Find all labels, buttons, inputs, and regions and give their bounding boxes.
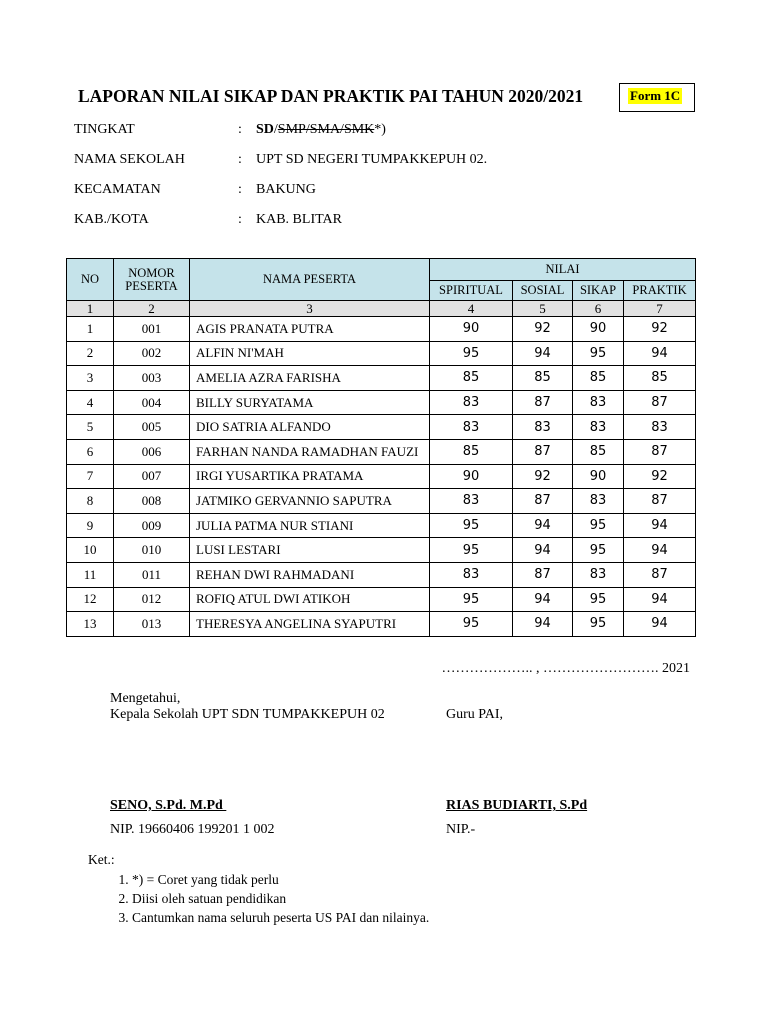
table-row <box>67 341 696 366</box>
kecamatan-value: BAKUNG <box>256 182 316 197</box>
cell-no: 3 <box>67 366 114 391</box>
header-nama-peserta: NAMA PESERTA <box>190 259 430 301</box>
cell-nama-peserta: BILLY SURYATAMA <box>190 390 430 415</box>
cell-sikap: 83 <box>573 562 624 587</box>
cell-spiritual: 90 <box>430 464 513 489</box>
cell-sosial: 92 <box>513 464 573 489</box>
kepala-sekolah-title: Kepala Sekolah UPT SDN TUMPAKKEPUH 02 <box>110 707 385 722</box>
cell-nama-peserta: DIO SATRIA ALFANDO <box>190 415 430 440</box>
cell-spiritual: 95 <box>430 612 513 637</box>
table-row <box>67 464 696 489</box>
cell-nama-peserta: AGIS PRANATA PUTRA <box>190 317 430 342</box>
info-row-kota <box>0 212 768 232</box>
cell-no: 10 <box>67 538 114 563</box>
header-nomor-peserta: NOMOR PESERTA <box>114 259 190 301</box>
cell-sosial: 87 <box>513 390 573 415</box>
cell-nomor-peserta: 007 <box>114 464 190 489</box>
note-item: 1. *) = Coret yang tidak perlu <box>132 870 429 889</box>
column-number: 5 <box>513 301 573 317</box>
header-sikap: SIKAP <box>573 281 624 301</box>
cell-sosial: 87 <box>513 489 573 514</box>
cell-nomor-peserta: 001 <box>114 317 190 342</box>
table-body <box>67 317 696 637</box>
cell-no: 8 <box>67 489 114 514</box>
info-row-tingkat <box>0 122 768 142</box>
cell-sosial: 87 <box>513 562 573 587</box>
cell-sosial: 94 <box>513 612 573 637</box>
table-row <box>67 612 696 637</box>
cell-praktik: 94 <box>624 341 696 366</box>
cell-sosial: 94 <box>513 341 573 366</box>
table-row <box>67 489 696 514</box>
kecamatan-label: KECAMATAN <box>74 182 161 197</box>
cell-no: 2 <box>67 341 114 366</box>
cell-nomor-peserta: 009 <box>114 513 190 538</box>
cell-no: 12 <box>67 587 114 612</box>
cell-nomor-peserta: 004 <box>114 390 190 415</box>
cell-sikap: 90 <box>573 317 624 342</box>
tingkat-suffix: *) <box>374 122 386 137</box>
cell-spiritual: 83 <box>430 390 513 415</box>
cell-spiritual: 85 <box>430 366 513 391</box>
cell-spiritual: 95 <box>430 341 513 366</box>
cell-nomor-peserta: 002 <box>114 341 190 366</box>
cell-no: 13 <box>67 612 114 637</box>
tingkat-label: TINGKAT <box>74 122 135 137</box>
cell-praktik: 94 <box>624 538 696 563</box>
date-line: ……………….. , ……………………. 2021 <box>441 661 690 676</box>
table-row <box>67 317 696 342</box>
cell-nama-peserta: JATMIKO GERVANNIO SAPUTRA <box>190 489 430 514</box>
cell-praktik: 83 <box>624 415 696 440</box>
cell-sosial: 83 <box>513 415 573 440</box>
cell-sosial: 94 <box>513 587 573 612</box>
cell-sikap: 85 <box>573 439 624 464</box>
cell-nama-peserta: LUSI LESTARI <box>190 538 430 563</box>
table-row <box>67 513 696 538</box>
cell-nama-peserta: REHAN DWI RAHMADANI <box>190 562 430 587</box>
cell-spiritual: 95 <box>430 538 513 563</box>
cell-sosial: 92 <box>513 317 573 342</box>
cell-praktik: 87 <box>624 489 696 514</box>
info-row-sekolah <box>0 152 768 172</box>
cell-sosial: 94 <box>513 538 573 563</box>
guru-pai-nip: NIP.- <box>446 822 476 837</box>
separator: : <box>238 152 242 167</box>
cell-spiritual: 83 <box>430 489 513 514</box>
cell-praktik: 87 <box>624 390 696 415</box>
cell-no: 1 <box>67 317 114 342</box>
kota-value: KAB. BLITAR <box>256 212 342 227</box>
table-row <box>67 390 696 415</box>
cell-nama-peserta: THERESYA ANGELINA SYAPUTRI <box>190 612 430 637</box>
cell-no: 11 <box>67 562 114 587</box>
cell-sikap: 83 <box>573 415 624 440</box>
cell-nama-peserta: JULIA PATMA NUR STIANI <box>190 513 430 538</box>
cell-nama-peserta: FARHAN NANDA RAMADHAN FAUZI <box>190 439 430 464</box>
cell-spiritual: 83 <box>430 415 513 440</box>
cell-praktik: 87 <box>624 562 696 587</box>
cell-spiritual: 90 <box>430 317 513 342</box>
sekolah-value: UPT SD NEGERI TUMPAKKEPUH 02. <box>256 152 488 167</box>
report-title: LAPORAN NILAI SIKAP DAN PRAKTIK PAI TAHUN 2020/2021 <box>78 86 584 106</box>
column-number: 7 <box>624 301 696 317</box>
cell-sikap: 95 <box>573 587 624 612</box>
table-row <box>67 439 696 464</box>
cell-nomor-peserta: 008 <box>114 489 190 514</box>
cell-nomor-peserta: 010 <box>114 538 190 563</box>
cell-spiritual: 95 <box>430 513 513 538</box>
cell-sosial: 85 <box>513 366 573 391</box>
separator: : <box>238 212 242 227</box>
cell-nama-peserta: ROFIQ ATUL DWI ATIKOH <box>190 587 430 612</box>
cell-no: 4 <box>67 390 114 415</box>
cell-praktik: 87 <box>624 439 696 464</box>
table-row <box>67 366 696 391</box>
separator: : <box>238 182 242 197</box>
column-number: 1 <box>67 301 114 317</box>
cell-spiritual: 83 <box>430 562 513 587</box>
cell-praktik: 85 <box>624 366 696 391</box>
form-code-box <box>619 83 695 112</box>
cell-sosial: 94 <box>513 513 573 538</box>
column-number: 6 <box>573 301 624 317</box>
cell-nama-peserta: ALFIN NI'MAH <box>190 341 430 366</box>
cell-sikap: 83 <box>573 390 624 415</box>
cell-praktik: 94 <box>624 587 696 612</box>
kepala-sekolah-nip: NIP. 19660406 199201 1 002 <box>110 822 275 837</box>
cell-sikap: 95 <box>573 513 624 538</box>
cell-nomor-peserta: 013 <box>114 612 190 637</box>
sekolah-label: NAMA SEKOLAH <box>74 152 185 167</box>
note-item: 2. Diisi oleh satuan pendidikan <box>132 889 429 908</box>
cell-no: 5 <box>67 415 114 440</box>
cell-nama-peserta: IRGI YUSARTIKA PRATAMA <box>190 464 430 489</box>
column-number: 4 <box>430 301 513 317</box>
cell-nomor-peserta: 003 <box>114 366 190 391</box>
cell-sikap: 83 <box>573 489 624 514</box>
cell-praktik: 94 <box>624 513 696 538</box>
cell-sikap: 95 <box>573 538 624 563</box>
guru-pai-title: Guru PAI, <box>446 707 504 722</box>
notes-list <box>88 870 429 927</box>
cell-nomor-peserta: 006 <box>114 439 190 464</box>
notes-section <box>88 852 429 927</box>
separator: : <box>238 122 242 137</box>
header-sosial: SOSIAL <box>513 281 573 301</box>
info-row-kecamatan <box>0 182 768 202</box>
header-no: NO <box>67 259 114 301</box>
guru-pai-name: RIAS BUDIARTI, S.Pd <box>446 798 588 813</box>
cell-nama-peserta: AMELIA AZRA FARISHA <box>190 366 430 391</box>
tingkat-slash: / <box>273 122 278 137</box>
cell-nomor-peserta: 012 <box>114 587 190 612</box>
notes-label: Ket.: <box>88 852 115 867</box>
table-row <box>67 415 696 440</box>
column-number: 3 <box>190 301 430 317</box>
cell-no: 7 <box>67 464 114 489</box>
cell-sikap: 95 <box>573 341 624 366</box>
header-praktik: PRAKTIK <box>624 281 696 301</box>
tingkat-value <box>256 122 386 138</box>
kota-label: KAB./KOTA <box>74 212 149 227</box>
table-row <box>67 587 696 612</box>
cell-no: 9 <box>67 513 114 538</box>
tingkat-struck: SMP/SMA/SMK <box>277 122 375 137</box>
header-nilai: NILAI <box>430 259 696 281</box>
column-number: 2 <box>114 301 190 317</box>
cell-praktik: 92 <box>624 317 696 342</box>
cell-sikap: 90 <box>573 464 624 489</box>
cell-spiritual: 85 <box>430 439 513 464</box>
cell-sosial: 87 <box>513 439 573 464</box>
form-code-label: Form 1C <box>630 88 681 103</box>
cell-no: 6 <box>67 439 114 464</box>
cell-praktik: 94 <box>624 612 696 637</box>
kepala-sekolah-name: SENO, S.Pd. M.Pd <box>110 798 227 813</box>
cell-sikap: 95 <box>573 612 624 637</box>
cell-nomor-peserta: 011 <box>114 562 190 587</box>
cell-nomor-peserta: 005 <box>114 415 190 440</box>
table-row <box>67 538 696 563</box>
column-number-row <box>67 301 696 317</box>
cell-praktik: 92 <box>624 464 696 489</box>
tingkat-selected: SD <box>256 122 274 137</box>
scores-table <box>66 258 696 637</box>
cell-spiritual: 95 <box>430 587 513 612</box>
cell-sikap: 85 <box>573 366 624 391</box>
mengetahui-text: Mengetahui, <box>110 691 181 706</box>
table-row <box>67 562 696 587</box>
note-item: 3. Cantumkan nama seluruh peserta US PAI dan nilainya. <box>132 908 429 927</box>
header-spiritual: SPIRITUAL <box>430 281 513 301</box>
